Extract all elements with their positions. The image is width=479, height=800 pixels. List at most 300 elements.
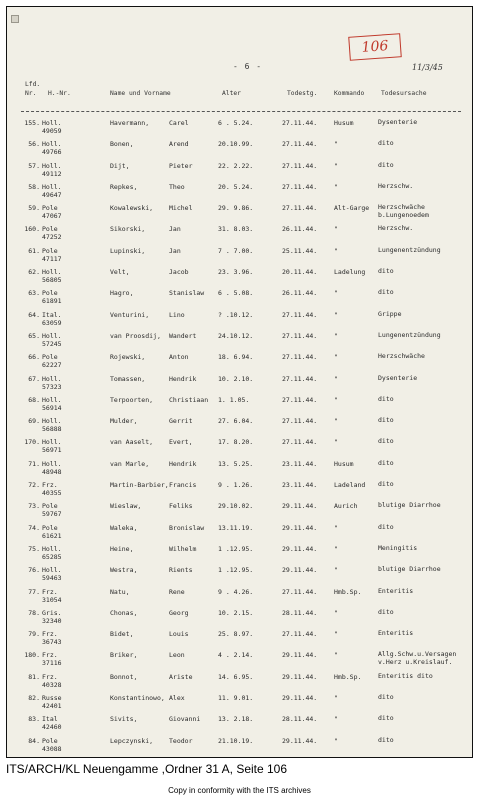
nationality: Pole xyxy=(42,204,58,213)
birthdate-cell: 11. 9.01. xyxy=(218,694,254,703)
prisoner-number: 49059 xyxy=(42,127,62,135)
firstname-cell: Christiaan xyxy=(169,395,209,404)
table-row xyxy=(7,396,472,417)
table-row xyxy=(7,502,472,523)
firstname-cell: Jacob xyxy=(169,268,189,277)
nationality: Ital. xyxy=(42,310,62,319)
prisoner-number: 43088 xyxy=(42,744,62,753)
firstname-cell: Ariste xyxy=(169,672,193,681)
death-date-cell: 27.11.44. xyxy=(282,140,318,149)
cause-cell: dito xyxy=(378,139,394,148)
surname-cell: Terpoorten, xyxy=(110,395,154,404)
firstname-cell: Rene xyxy=(169,587,185,596)
prisoner-id-cell xyxy=(42,417,72,433)
nationality: Holl. xyxy=(42,374,62,383)
handwritten-date: 11/3/45 xyxy=(412,63,443,72)
col-nr-label: Nr. xyxy=(25,90,37,97)
cause-cell: Grippe xyxy=(378,309,402,318)
birthdate-cell: 10. 2.15. xyxy=(218,608,254,617)
table-row xyxy=(7,630,472,651)
firstname-cell: Louis xyxy=(169,630,189,639)
prisoner-id-cell xyxy=(42,268,72,284)
punch-holes xyxy=(11,15,21,31)
nationality: Frz. xyxy=(42,630,58,639)
kommando-cell: Husum xyxy=(334,459,354,468)
death-date-cell: 27.11.44. xyxy=(282,182,318,191)
row-number: 77. xyxy=(28,587,40,596)
surname-cell: van Marle, xyxy=(110,459,150,468)
birthdate-cell: 31. 8.03. xyxy=(218,225,254,234)
archive-footer: Copy in conformity with the ITS archives xyxy=(168,786,311,795)
death-date-cell: 29.11.44. xyxy=(282,502,318,511)
death-date-cell: 27.11.44. xyxy=(282,417,318,426)
table-row xyxy=(7,225,472,246)
firstname-cell: Leon xyxy=(169,651,185,660)
col-age-label: Alter xyxy=(222,90,241,97)
table-row xyxy=(7,289,472,310)
nationality: Frz. xyxy=(42,672,58,681)
cause-cell: dito xyxy=(378,416,394,425)
col-death-label: Todestg. xyxy=(287,90,318,97)
row-number: 79. xyxy=(28,630,40,639)
birthdate-cell: 27. 6.04. xyxy=(218,417,254,426)
prisoner-id-cell xyxy=(42,460,72,476)
prisoner-id-cell xyxy=(42,481,72,497)
table-row xyxy=(7,609,472,630)
row-number: 64. xyxy=(28,310,40,319)
nationality: Holl. xyxy=(42,438,62,447)
kommando-cell: " xyxy=(334,694,338,703)
nationality: Holl. xyxy=(42,459,62,468)
firstname-cell: Pieter xyxy=(169,161,193,170)
nationality: Pole xyxy=(42,289,58,298)
row-number: 61. xyxy=(28,246,40,255)
surname-cell: Bonnot, xyxy=(110,672,138,681)
prisoner-number: 56888 xyxy=(42,425,62,434)
nationality: Russe xyxy=(42,694,62,703)
table-row xyxy=(7,566,472,587)
surname-cell: Dijt, xyxy=(110,161,130,170)
row-number: 63. xyxy=(28,289,40,298)
surname-cell: Havermann, xyxy=(110,119,150,127)
nationality: Pole xyxy=(42,736,58,745)
firstname-cell: Stanislaw xyxy=(169,289,205,298)
cause-cell: dito xyxy=(378,160,394,169)
col-lfd-label: Lfd. xyxy=(25,81,41,88)
nationality: Pole xyxy=(42,523,58,532)
cause-cell: Dysenterie xyxy=(378,118,418,126)
table-row xyxy=(7,715,472,736)
death-date-cell: 20.11.44. xyxy=(282,268,318,277)
prisoner-number: 57323 xyxy=(42,382,62,391)
death-date-cell: 29.11.44. xyxy=(282,736,318,745)
birthdate-cell: 23. 3.96. xyxy=(218,268,254,277)
cause-cell: Lungenentzündung xyxy=(378,330,441,339)
firstname-cell: Evert, xyxy=(169,438,193,447)
table-row xyxy=(7,438,472,459)
prisoner-id-cell xyxy=(42,247,72,263)
prisoner-number: 61891 xyxy=(42,297,62,306)
kommando-cell: Ladelung xyxy=(334,268,366,277)
birthdate-cell: 1 .12.95. xyxy=(218,544,254,553)
firstname-cell: Lino xyxy=(169,310,185,319)
cause-cell: Enteritis xyxy=(378,586,414,595)
birthdate-cell: 14. 6.95. xyxy=(218,672,254,681)
prisoner-id-cell xyxy=(42,311,72,327)
firstname-cell: Michel xyxy=(169,204,193,213)
surname-cell: Mulder, xyxy=(110,417,138,426)
death-date-cell: 27.11.44. xyxy=(282,310,318,319)
row-number: 69. xyxy=(28,417,40,426)
nationality: Ital xyxy=(42,715,58,724)
firstname-cell: Gerrit xyxy=(169,417,193,426)
kommando-cell: " xyxy=(334,140,338,149)
kommando-cell: " xyxy=(334,161,338,170)
cause-cell: Herzschwäche b.Lungenoedem xyxy=(378,203,429,219)
row-number: 67. xyxy=(28,374,40,383)
nationality: Holl. xyxy=(42,119,62,127)
kommando-cell: Alt-Garge xyxy=(334,204,370,213)
death-date-cell: 23.11.44. xyxy=(282,481,318,490)
prisoner-number: 31054 xyxy=(42,595,62,604)
surname-cell: Tomassen, xyxy=(110,374,146,383)
kommando-cell: " xyxy=(334,566,338,575)
prisoner-id-cell xyxy=(42,609,72,625)
death-date-cell: 28.11.44. xyxy=(282,715,318,724)
table-row xyxy=(7,353,472,374)
prisoner-id-cell xyxy=(42,438,72,454)
surname-cell: Bidet, xyxy=(110,630,134,639)
death-date-cell: 27.11.44. xyxy=(282,630,318,639)
surname-cell: Konstantinowo, xyxy=(110,694,165,703)
firstname-cell: Wilhelm xyxy=(169,544,197,553)
surname-cell: Velt, xyxy=(110,268,130,277)
death-date-cell: 29.11.44. xyxy=(282,694,318,703)
cause-cell: Enteritis dito xyxy=(378,671,433,680)
firstname-cell: Francis xyxy=(169,481,197,490)
kommando-cell: " xyxy=(334,374,338,383)
row-number: 78. xyxy=(28,608,40,617)
kommando-cell: " xyxy=(334,544,338,553)
death-date-cell: 27.11.44. xyxy=(282,587,318,596)
surname-cell: Waleka, xyxy=(110,523,138,532)
birthdate-cell: 13.11.19. xyxy=(218,523,254,532)
cause-cell: blutige Diarrhoe xyxy=(378,565,441,574)
nationality: Holl. xyxy=(42,544,62,553)
prisoner-id-cell xyxy=(42,566,72,582)
birthdate-cell: 25. 8.97. xyxy=(218,630,254,639)
row-number: 58. xyxy=(28,182,40,191)
prisoner-id-cell xyxy=(42,162,72,178)
col-hnr-label: H.-Nr. xyxy=(48,90,71,97)
cause-cell: Allg.Schw.u.Versagen v.Herz u.Kreislauf. xyxy=(378,650,457,666)
row-number: 83. xyxy=(28,715,40,724)
surname-cell: Chonas, xyxy=(110,608,138,617)
surname-cell: Kowalewski, xyxy=(110,204,154,213)
prisoner-id-cell xyxy=(42,673,72,689)
cause-cell: dito xyxy=(378,458,394,467)
row-number: 57. xyxy=(28,161,40,170)
nationality: Holl. xyxy=(42,331,62,340)
death-date-cell: 28.11.44. xyxy=(282,608,318,617)
prisoner-number: 42460 xyxy=(42,723,62,732)
prisoner-number: 49766 xyxy=(42,148,62,157)
death-date-cell: 23.11.44. xyxy=(282,459,318,468)
firstname-cell: Bronislaw xyxy=(169,523,205,532)
surname-cell: Heine, xyxy=(110,544,134,553)
prisoner-id-cell xyxy=(42,545,72,561)
kommando-cell: " xyxy=(334,289,338,298)
firstname-cell: Jan xyxy=(169,225,181,234)
table-row xyxy=(7,375,472,396)
row-number: 74. xyxy=(28,523,40,532)
table-row xyxy=(7,119,472,140)
prisoner-id-cell xyxy=(42,289,72,305)
death-date-cell: 27.11.44. xyxy=(282,438,318,447)
prisoner-id-cell xyxy=(42,524,72,540)
firstname-cell: Feliks xyxy=(169,502,193,511)
surname-cell: Sikorski, xyxy=(110,225,146,234)
surname-cell: Wieslaw, xyxy=(110,502,142,511)
row-number: 56. xyxy=(28,140,40,149)
kommando-cell: Aurich xyxy=(334,502,358,511)
cause-cell: Lungenentzündung xyxy=(378,245,441,254)
prisoner-number: 36743 xyxy=(42,638,62,647)
nationality: Holl. xyxy=(42,182,62,191)
table-row xyxy=(7,311,472,332)
death-date-cell: 27.11.44. xyxy=(282,119,318,127)
table-row xyxy=(7,545,472,566)
row-number: 170. xyxy=(24,438,40,447)
death-date-cell: 29.11.44. xyxy=(282,566,318,575)
prisoner-number: 40328 xyxy=(42,680,62,689)
nationality: Holl. xyxy=(42,395,62,404)
row-number: 84. xyxy=(28,736,40,745)
death-date-cell: 26.11.44. xyxy=(282,225,318,234)
death-date-cell: 27.11.44. xyxy=(282,204,318,213)
death-date-cell: 29.11.44. xyxy=(282,544,318,553)
row-number: 62. xyxy=(28,268,40,277)
birthdate-cell: 6 . 5.24. xyxy=(218,119,254,127)
birthdate-cell: 29.10.02. xyxy=(218,502,254,511)
firstname-cell: Rients xyxy=(169,566,193,575)
row-number: 81. xyxy=(28,672,40,681)
surname-cell: van Aaselt, xyxy=(110,438,154,447)
header-divider xyxy=(21,111,461,112)
prisoner-id-cell xyxy=(42,502,72,518)
col-cause-label: Todesursache xyxy=(381,90,427,97)
birthdate-cell: 24.10.12. xyxy=(218,331,254,340)
surname-cell: Lupinski, xyxy=(110,246,146,255)
cause-cell: dito xyxy=(378,394,394,403)
cause-cell: Herzschwäche xyxy=(378,352,425,361)
cause-cell: dito xyxy=(378,735,394,744)
cause-cell: dito xyxy=(378,288,394,297)
table-row xyxy=(7,140,472,161)
death-date-cell: 27.11.44. xyxy=(282,374,318,383)
birthdate-cell: 17. 8.20. xyxy=(218,438,254,447)
cause-cell: blutige Diarrhoe xyxy=(378,501,441,510)
birthdate-cell: 6 . 5.08. xyxy=(218,289,254,298)
prisoner-number: 56971 xyxy=(42,446,62,455)
kommando-cell: " xyxy=(334,608,338,617)
prisoner-id-cell xyxy=(42,353,72,369)
prisoner-id-cell xyxy=(42,204,72,220)
nationality: Holl. xyxy=(42,417,62,426)
row-number: 59. xyxy=(28,204,40,213)
nationality: Pole xyxy=(42,225,58,234)
cause-cell: Herzschw. xyxy=(378,181,414,190)
firstname-cell: Anton xyxy=(169,353,189,362)
birthdate-cell: 20.10.99. xyxy=(218,140,254,149)
surname-cell: Rojewski, xyxy=(110,353,146,362)
birthdate-cell: 1 .12.95. xyxy=(218,566,254,575)
cause-cell: dito xyxy=(378,480,394,489)
surname-cell: Bonen, xyxy=(110,140,134,149)
surname-cell: Martin-Barbier, xyxy=(110,481,169,490)
birthdate-cell: 1. 1.05. xyxy=(218,395,250,404)
prisoner-number: 59767 xyxy=(42,510,62,519)
prisoner-number: 59463 xyxy=(42,574,62,583)
row-number: 75. xyxy=(28,544,40,553)
prisoner-id-cell xyxy=(42,588,72,604)
prisoner-number: 42401 xyxy=(42,702,62,711)
table-row xyxy=(7,673,472,694)
nationality: Frz. xyxy=(42,587,58,596)
birthdate-cell: 10. 2.10. xyxy=(218,374,254,383)
death-date-cell: 25.11.44. xyxy=(282,246,318,255)
kommando-cell: Hmb.Sp. xyxy=(334,587,362,596)
firstname-cell: Theo xyxy=(169,182,185,191)
punch-hole xyxy=(11,15,19,23)
kommando-cell: " xyxy=(334,630,338,639)
cause-cell: Herzschw. xyxy=(378,224,414,233)
kommando-cell: " xyxy=(334,353,338,362)
nationality: Pole xyxy=(42,353,58,362)
firstname-cell: Teodor xyxy=(169,736,193,745)
page-number: - 6 - xyxy=(233,62,263,71)
table-row xyxy=(7,162,472,183)
scanned-document xyxy=(6,6,473,758)
kommando-cell: " xyxy=(334,331,338,340)
nationality: Frz. xyxy=(42,651,58,660)
table-row xyxy=(7,481,472,502)
kommando-cell: Hmb.Sp. xyxy=(334,672,362,681)
surname-cell: Westra, xyxy=(110,566,138,575)
birthdate-cell: 4 . 2.14. xyxy=(218,651,254,660)
prisoner-id-cell xyxy=(42,715,72,731)
nationality: Pole xyxy=(42,246,58,255)
row-number: 72. xyxy=(28,481,40,490)
birthdate-cell: 13. 5.25. xyxy=(218,459,254,468)
prisoner-number: 49112 xyxy=(42,169,62,178)
prisoner-id-cell xyxy=(42,119,72,135)
row-number: 68. xyxy=(28,395,40,404)
surname-cell: Hagro, xyxy=(110,289,134,298)
firstname-cell: Hendrik xyxy=(169,459,197,468)
prisoner-number: 63059 xyxy=(42,318,62,327)
cause-cell: dito xyxy=(378,522,394,531)
kommando-cell: " xyxy=(334,651,338,660)
nationality: Pole xyxy=(42,502,58,511)
kommando-cell: " xyxy=(334,736,338,745)
birthdate-cell: 9 . 1.26. xyxy=(218,481,254,490)
kommando-cell: Ladeland xyxy=(334,481,366,490)
surname-cell: van Proosdij, xyxy=(110,331,161,340)
kommando-cell: " xyxy=(334,246,338,255)
birthdate-cell: ? .10.12. xyxy=(218,310,254,319)
birthdate-cell: 18. 6.94. xyxy=(218,353,254,362)
death-date-cell: 26.11.44. xyxy=(282,289,318,298)
prisoner-number: 47117 xyxy=(42,254,62,263)
cause-cell: Meningitis xyxy=(378,543,418,552)
cause-cell: dito xyxy=(378,714,394,723)
prisoner-id-cell xyxy=(42,225,72,241)
nationality: Frz. xyxy=(42,481,58,490)
table-row xyxy=(7,183,472,204)
kommando-cell: Husum xyxy=(334,119,354,127)
firstname-cell: Hendrik xyxy=(169,374,197,383)
firstname-cell: Georg xyxy=(169,608,189,617)
table-row xyxy=(7,694,472,715)
nationality: Holl. xyxy=(42,161,62,170)
kommando-cell: " xyxy=(334,715,338,724)
prisoner-id-cell xyxy=(42,651,72,667)
prisoner-id-cell xyxy=(42,332,72,348)
prisoner-number: 49647 xyxy=(42,190,62,199)
cause-cell: Dysenterie xyxy=(378,373,418,382)
birthdate-cell: 20. 5.24. xyxy=(218,182,254,191)
prisoner-id-cell xyxy=(42,183,72,199)
table-row xyxy=(7,417,472,438)
prisoner-number: 65285 xyxy=(42,552,62,561)
table-row xyxy=(7,268,472,289)
kommando-cell: " xyxy=(334,417,338,426)
table-header xyxy=(7,81,472,109)
table-row xyxy=(7,460,472,481)
firstname-cell: Jan xyxy=(169,246,181,255)
table-row xyxy=(7,204,472,225)
prisoner-id-cell xyxy=(42,737,72,753)
surname-cell: Briker, xyxy=(110,651,138,660)
prisoner-number: 48948 xyxy=(42,467,62,476)
death-date-cell: 27.11.44. xyxy=(282,395,318,404)
table-row xyxy=(7,588,472,609)
prisoner-id-cell xyxy=(42,375,72,391)
prisoner-number: 37116 xyxy=(42,659,62,668)
prisoner-id-cell xyxy=(42,630,72,646)
col-name-label: Name und Vorname xyxy=(110,90,171,97)
firstname-cell: Giovanni xyxy=(169,715,201,724)
nationality: Gris. xyxy=(42,608,62,617)
table-row xyxy=(7,332,472,353)
nationality: Holl. xyxy=(42,140,62,149)
birthdate-cell: 29. 9.86. xyxy=(218,204,254,213)
prisoner-number: 57245 xyxy=(42,339,62,348)
prisoner-number: 32340 xyxy=(42,616,62,625)
death-date-cell: 29.11.44. xyxy=(282,523,318,532)
firstname-cell: Arend xyxy=(169,140,189,149)
kommando-cell: " xyxy=(334,225,338,234)
prisoner-number: 47067 xyxy=(42,212,62,221)
surname-cell: Repkes, xyxy=(110,182,138,191)
death-date-cell: 27.11.44. xyxy=(282,161,318,170)
row-number: 66. xyxy=(28,353,40,362)
row-number: 155. xyxy=(24,119,40,127)
surname-cell: Natu, xyxy=(110,587,130,596)
kommando-cell: " xyxy=(334,310,338,319)
surname-cell: Sivits, xyxy=(110,715,138,724)
